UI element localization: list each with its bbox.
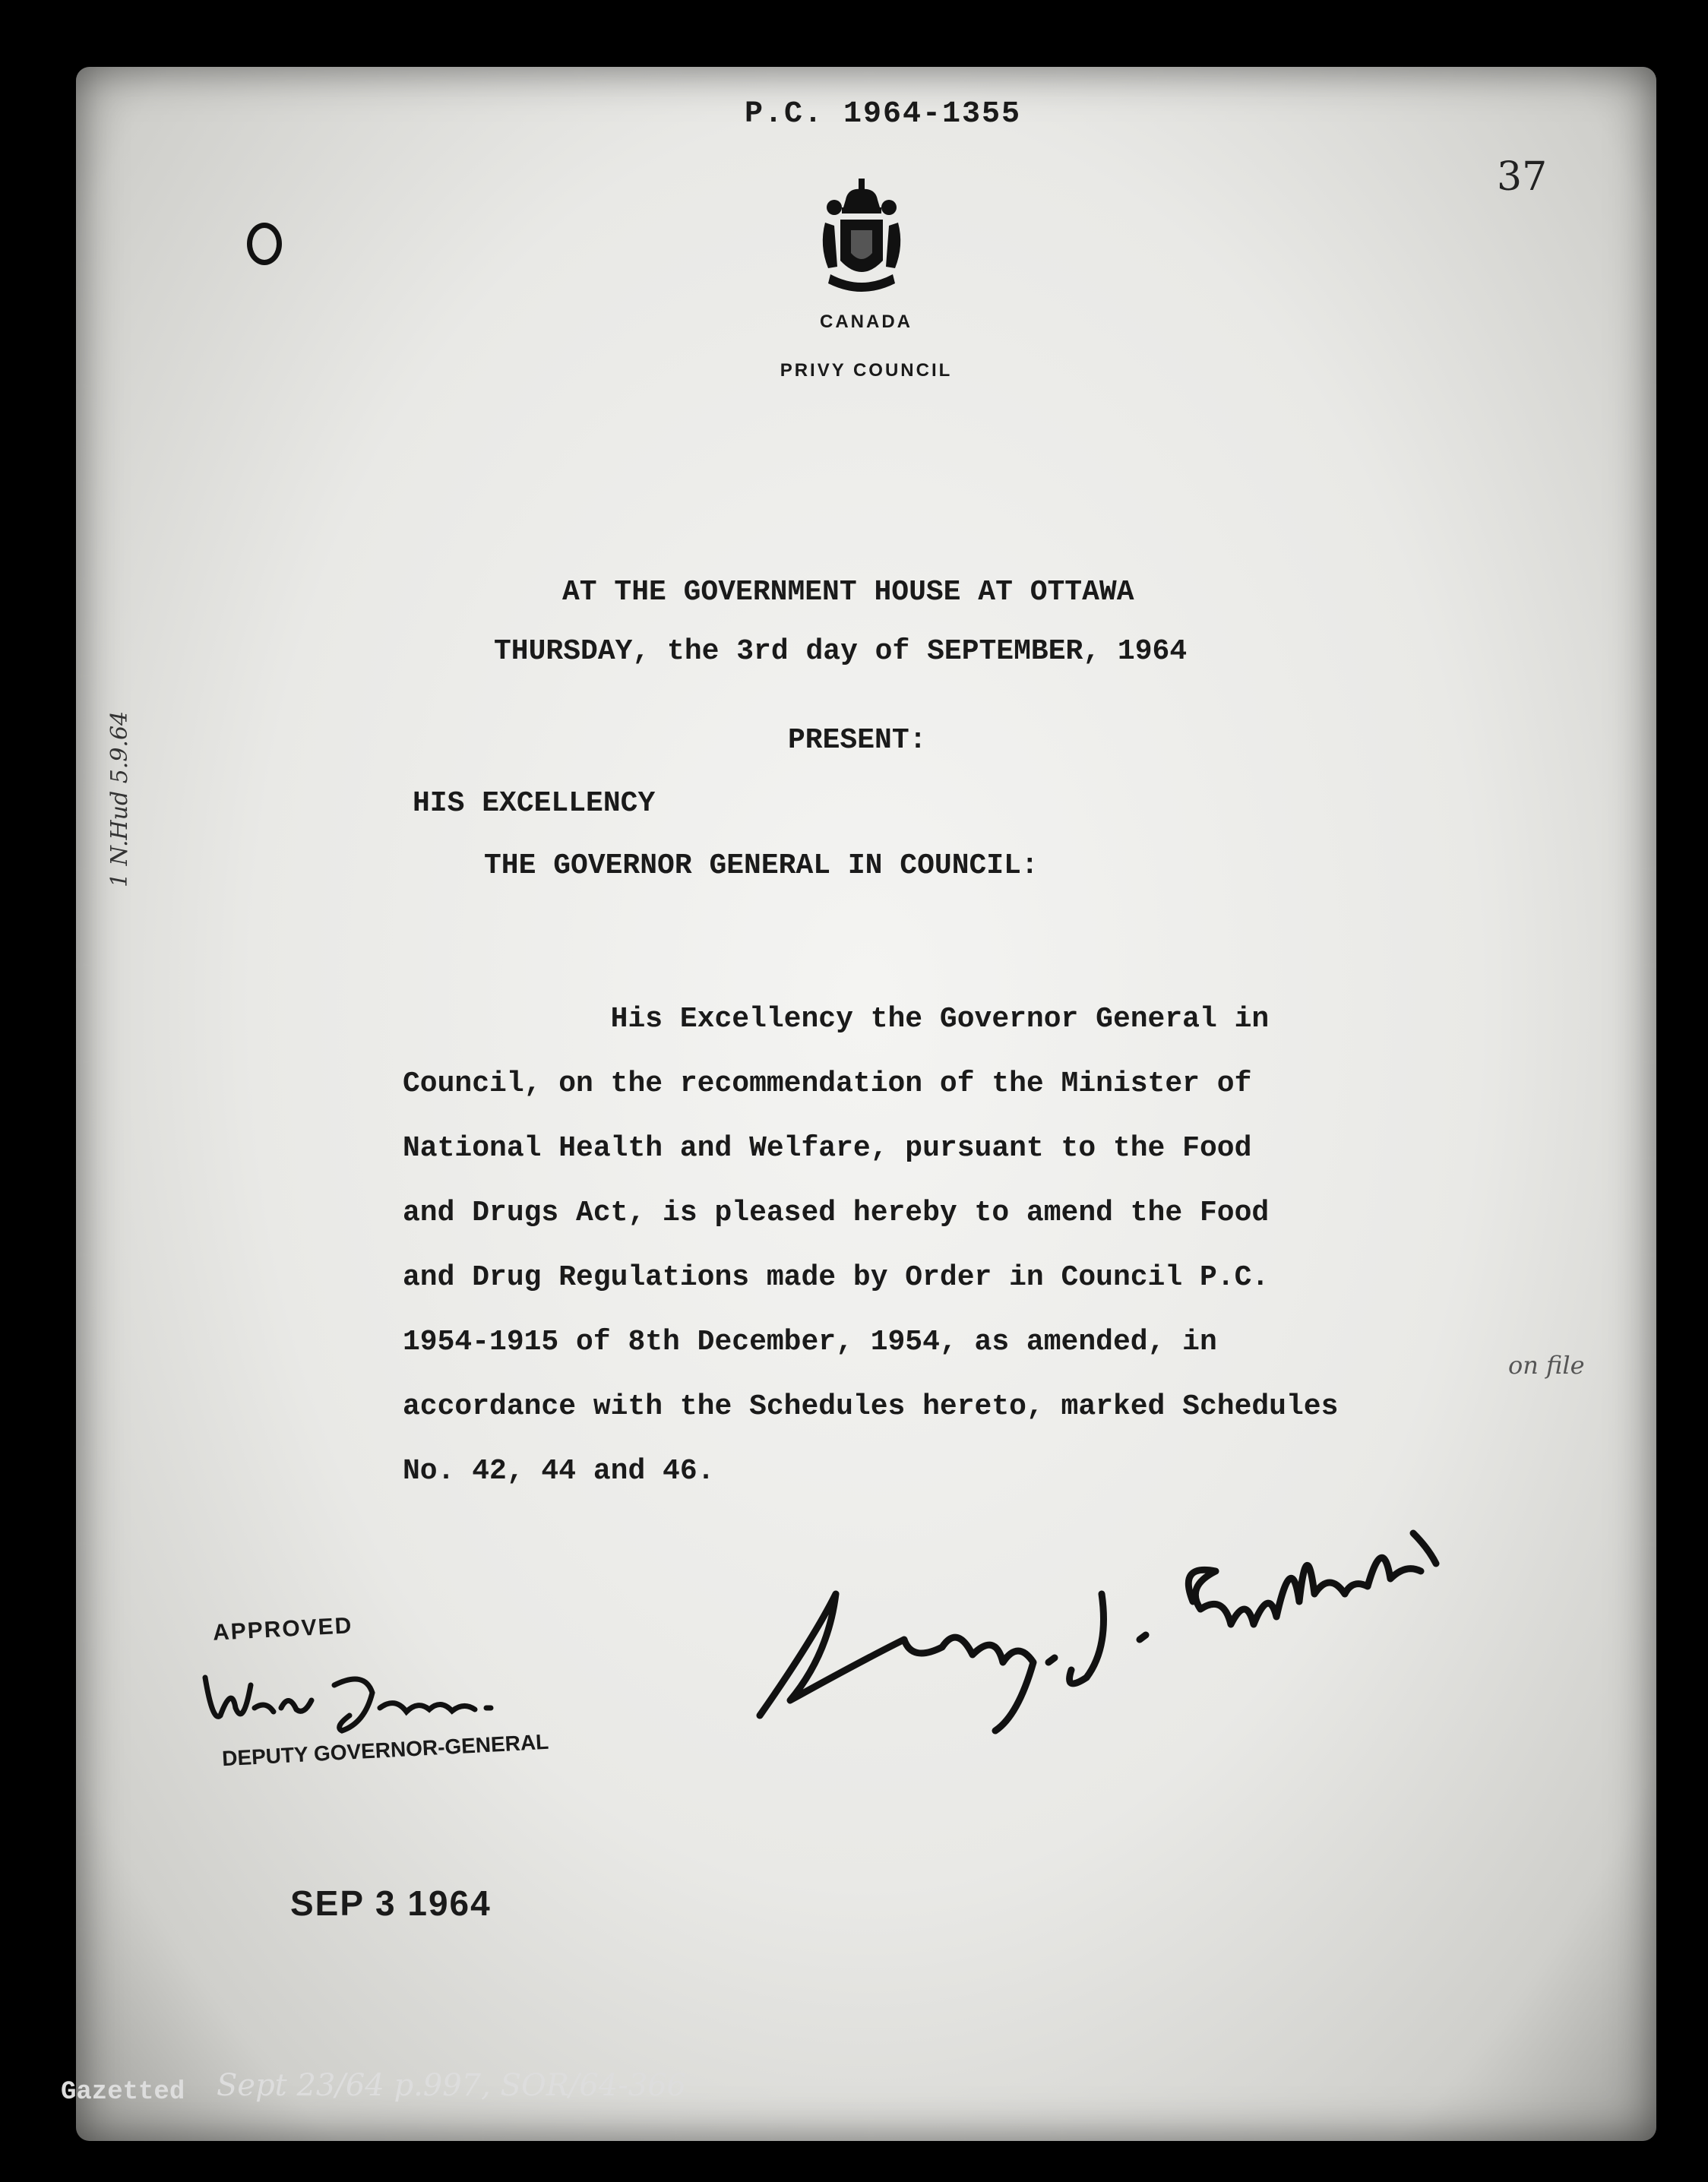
body-line: and Drug Regulations made by Order in Council P.C. [403,1261,1270,1294]
date-line: THURSDAY, the 3rd day of SEPTEMBER, 1964 [494,635,1188,668]
place-line: AT THE GOVERNMENT HOUSE AT OTTAWA [562,576,1134,609]
governor-general-line: THE GOVERNOR GENERAL IN COUNCIL: [484,849,1039,882]
date-stamp: SEP 3 1964 [290,1883,492,1923]
deputy-signature [190,1655,555,1738]
office-label: PRIVY COUNCIL [780,360,953,381]
body-line: No. 42, 44 and 46. [403,1455,715,1488]
minister-signature [745,1488,1489,1746]
side-note: on file [1508,1351,1585,1380]
body-line: 1954-1915 of 8th December, 1954, as amended, in [403,1326,1217,1358]
pc-number: P.C. 1964-1355 [745,97,1022,131]
body-line: accordance with the Schedules hereto, marked Schedules [403,1390,1339,1423]
folio-number: 37 [1497,154,1548,200]
gazetted-label: Gazetted [61,2078,185,2107]
body-line: and Drugs Act, is pleased hereby to amend the Food [403,1197,1270,1229]
approved-label: APPROVED [212,1613,354,1646]
body-line: National Health and Welfare, pursuant to the Food [403,1132,1252,1165]
present-label: PRESENT: [788,724,927,757]
body-line: His Excellency the Governor General in [403,1003,1270,1036]
punch-hole-mark [247,223,282,265]
margin-note: 1 N.Hud 5.9.64 [106,710,133,887]
document-page [76,67,1656,2141]
body-line: Council, on the recommendation of the Minister of [403,1067,1252,1100]
gazetted-note: Sept 23/64 p.997, SOR/64-366 [217,2068,687,2103]
country-label: CANADA [820,311,913,332]
his-excellency-line: HIS EXCELLENCY [413,787,656,820]
deputy-title: DEPUTY GOVERNOR-GENERAL [221,1729,549,1771]
